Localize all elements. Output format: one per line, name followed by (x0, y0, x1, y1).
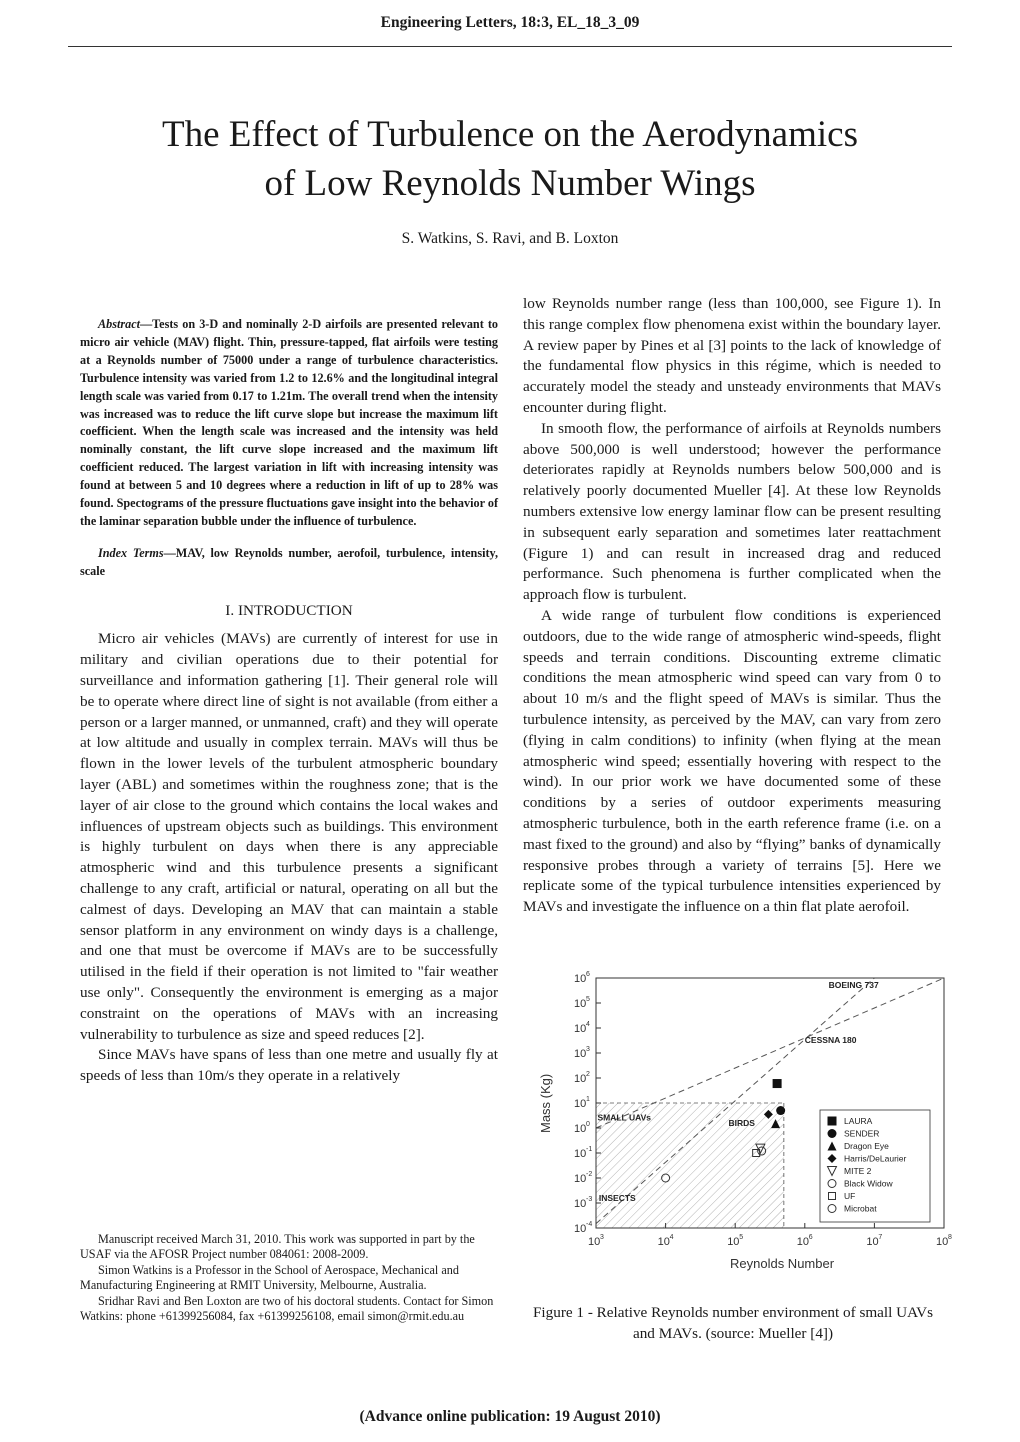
index-terms-label: Index Terms (98, 545, 164, 560)
x-axis-label: Reynolds Number (730, 1256, 835, 1271)
paragraph: Since MAVs have spans of less than one metre and usually fly at speeds of less than 10m/s they operate in a relatively (80, 1046, 498, 1085)
figure-caption: Figure 1 - Relative Reynolds number environment of small UAVs and MAVs. (source: Mueller [4]) (532, 1304, 934, 1342)
data-point-laura (773, 1079, 782, 1088)
y-tick-label: 10 (574, 1023, 587, 1035)
region-label: BIRDS (728, 1118, 755, 1129)
x-tick-exponent: 3 (600, 1234, 604, 1241)
y-tick-label: 10 (574, 1223, 587, 1235)
x-tick-exponent: 5 (739, 1234, 744, 1241)
paragraph: In smooth flow, the performance of airfoils at Reynolds numbers above 500,000 is well understood; however the performance deteriorates rapidly at Reynolds numbers below 500,000 and is relatively poorly documented Mueller [4]. At these low Reynolds numbers extensive low energy laminar flow can be present resulting in subsequent early separation and sometimes later reattachment (Figure 1) and can result in increased drag and reduced performance. Such phenomena is further complicated when the approach flow is turbulent. (523, 419, 941, 604)
legend-entry: SENDER (844, 1128, 880, 1139)
reynolds-mass-chart (530, 970, 950, 1280)
region-label: CESSNA 180 (804, 1035, 857, 1046)
legend-entry: LAURA (844, 1116, 873, 1126)
publication-note: (Advance online publication: 19 August 2010) (359, 1408, 661, 1425)
x-tick-label: 10 (657, 1236, 670, 1248)
data-point-laura (828, 1117, 837, 1126)
journal-header: Engineering Letters, 18:3, EL_18_3_09 (380, 14, 640, 31)
region-label: INSECTS (598, 1193, 636, 1204)
x-tick-exponent: 7 (878, 1234, 883, 1241)
abstract-label: Abstract (98, 317, 140, 331)
author-list: S. Watkins, S. Ravi, and B. Loxton (401, 230, 619, 247)
legend-entry: Black Widow (844, 1178, 893, 1189)
paragraph: Micro air vehicles (MAVs) are currently of interest for use in military and civilian operations due to their potential for surveillance and information gathering [1]. Their general role will be to operate where direct line of sight is not available (from either a person or a larger manned, or unmanned, craft) and they will operate at low altitude and usually in complex terrain. MAVs will thus be flown in the lower levels of the turbulent atmospheric boundary layer (ABL) and sometimes within the roughness zone; that is the layer of air close to the ground which contains the local wakes and influences of upstream objects such as buildings. This environment is highly turbulent on days when there is any appreciable atmospheric wind and this turbulence presents a significant challenge to any craft, artificial or natural, operating on all but the calmest of days. Developing an MAV that can maintain a stable sensor platform in any environment on windy days is a challenge, and one that must be overcome if MAVs are to be successfully utilised in the field if their operation is not limited to "fair weather use only". Consequently the environment is emerging as a major constraint on the operations of MAVs with an increasing vulnerability to turbulence as size and speed reduces [2]. (80, 630, 498, 1043)
paragraph: A wide range of turbulent flow conditions is experienced outdoors, due to the wide range of atmospheric wind-speeds, flight speeds and terrain conditions. Discounting extreme climatic conditions the mean atmospheric wind speed can vary from 0 to about 10 m/s and the flight speed of MAVs is similar. Thus the turbulence intensity, as perceived by the MAV, can vary from zero (flying in calm conditions) to infinity (when flying at the mean atmospheric wind speed; essentially hovering with respect to the wind). In our prior work we have documented some of these conditions by a series of outdoor experiments measuring atmospheric turbulence, both in the earth reference frame (i.e. on a mast fixed to the ground) and also by “flying” banks of dynamically responsive probes through a variety of terrains [5]. Here we replicate some of the typical turbulence intensities experienced by MAVs and investigate the influence on a thin flat plate aerofoil. (523, 606, 941, 916)
y-tick-exponent: 3 (586, 1046, 590, 1053)
index-terms (80, 545, 498, 581)
y-tick-label: 10 (574, 1098, 587, 1110)
x-tick-exponent: 4 (669, 1234, 674, 1241)
x-tick-label: 10 (866, 1236, 879, 1248)
x-tick-label: 10 (727, 1236, 740, 1248)
index-terms-text: —MAV, low Reynolds number, aerofoil, turbulence, intensity, scale (80, 545, 498, 578)
y-tick-label: 10 (574, 1173, 587, 1185)
abstract-text: —Tests on 3-D and nominally 2-D airfoils are presented relevant to micro air vehicle (MAV) flight. Thin, pressure-tapped, flat airfoils were testing at a Reynolds number of 75000 under a range of turbulence characteristics. Turbulence intensity was varied from 1.2 to 12.6% and the longitudinal integral length scale was varied from 0.17 to 1.21m. The overall trend when the intensity was increased was to reduce the lift curve slope but increase the maximum lift coefficient. When the length scale was increased and the intensity was held nominally constant, the lift curve slope increased and the maximum lift coefficient reduced. The largest variation in lift with increasing intensity was found at between 5 and 10 degrees where a reduction in lift of up to 28% was found. Spectograms of the pressure fluctuations gave insight into the behavior of the laminar separation bubble under the influence of turbulence. (80, 317, 498, 528)
x-tick-label: 10 (588, 1236, 601, 1248)
title-line-2: of Low Reynolds Number Wings (264, 163, 756, 204)
y-tick-exponent: 4 (586, 1021, 590, 1028)
legend-entry: UF (844, 1191, 856, 1201)
y-tick-exponent: 2 (586, 1071, 590, 1078)
footnote: Simon Watkins is a Professor in the School of Aerospace, Mechanical and Manufacturing Engineering at RMIT University, Melbourne, Australia. (80, 1262, 459, 1293)
section-heading-introduction: I. INTRODUCTION (225, 601, 353, 619)
title-line-1: The Effect of Turbulence on the Aerodynamics (162, 114, 858, 155)
y-tick-exponent: 1 (586, 1096, 590, 1103)
y-tick-exponent: 0 (586, 1121, 590, 1128)
y-tick-exponent: -3 (586, 1196, 593, 1203)
y-axis-label: Mass (Kg) (538, 1073, 553, 1133)
data-point-sender (828, 1129, 837, 1138)
footnotes (80, 1232, 498, 1324)
y-tick-exponent: -4 (586, 1221, 593, 1228)
data-point-sender (776, 1106, 785, 1115)
abstract (80, 316, 498, 531)
y-tick-exponent: -1 (586, 1146, 593, 1153)
paper-title (60, 110, 960, 208)
header-rule (68, 46, 952, 47)
y-tick-label: 10 (574, 1048, 587, 1060)
legend-entry: Harris/DeLaurier (844, 1153, 907, 1164)
region-label: BOEING 737 (828, 979, 879, 990)
x-tick-label: 10 (936, 1236, 949, 1248)
y-tick-exponent: 6 (586, 971, 590, 978)
footnote: Sridhar Ravi and Ben Loxton are two of his doctoral students. Contact for Simon Watkins: phone +61399256084, fax +61399256108, email simon@rmit.edu.au (80, 1293, 494, 1324)
left-column (80, 316, 498, 1087)
y-tick-label: 10 (574, 1073, 587, 1085)
y-tick-label: 10 (574, 998, 587, 1010)
y-tick-label: 10 (574, 1198, 587, 1210)
y-tick-exponent: -2 (586, 1171, 593, 1178)
y-tick-label: 10 (574, 1148, 587, 1160)
right-column (523, 294, 941, 918)
y-tick-exponent: 5 (586, 996, 590, 1003)
x-tick-label: 10 (796, 1236, 810, 1248)
x-tick-exponent: 6 (808, 1234, 813, 1241)
y-tick-label: 10 (574, 1123, 587, 1135)
y-tick-label: 10 (574, 973, 587, 985)
paragraph: low Reynolds number range (less than 100,000, see Figure 1). In this range complex flow phenomena exist within the boundary layer. A review paper by Pines et al [3] points to the lack of knowledge of the fundamental flow physics in this régime, which is needed to accurately model the steady and unsteady environments that MAVs encounter during flight. (523, 295, 941, 416)
footnote: Manuscript received March 31, 2010. This work was supported in part by the USAF via the AFOSR Project number 084061: 2008-2009. (80, 1232, 475, 1262)
region-label: SMALL UAVs (597, 1112, 652, 1123)
legend-entry: Microbat (844, 1203, 877, 1214)
legend-entry: MITE 2 (844, 1166, 872, 1176)
x-tick-exponent: 8 (948, 1234, 952, 1241)
legend-entry: Dragon Eye (844, 1141, 889, 1151)
